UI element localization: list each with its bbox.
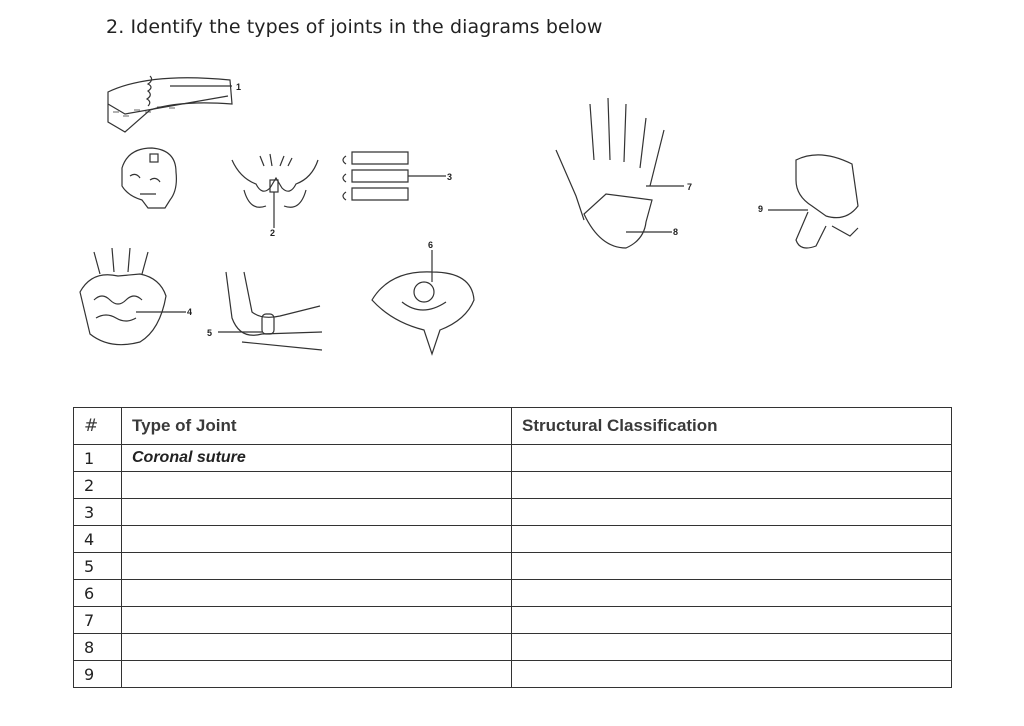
type-of-joint-cell[interactable] xyxy=(122,526,512,553)
row-number: 6 xyxy=(74,580,122,607)
type-of-joint-cell[interactable] xyxy=(122,607,512,634)
row-number: 9 xyxy=(74,661,122,688)
table-header-row xyxy=(74,408,952,445)
diagram-label-6: 6 xyxy=(428,240,434,250)
table-row xyxy=(74,472,952,499)
structural-classification-cell[interactable] xyxy=(512,607,952,634)
pelvis-diagram xyxy=(232,154,318,228)
row-number: 3 xyxy=(74,499,122,526)
table-row xyxy=(74,526,952,553)
structural-classification-cell[interactable] xyxy=(512,634,952,661)
wrist-diagram xyxy=(80,248,186,345)
diagram-label-8: 8 xyxy=(673,227,679,237)
vertebrae-diagram xyxy=(343,152,446,200)
header-structural-classification: Structural Classification xyxy=(512,408,952,445)
diagram-label-5: 5 xyxy=(207,328,213,338)
atlas-diagram xyxy=(372,250,474,354)
diagram-label-3: 3 xyxy=(447,172,453,182)
type-of-joint-cell[interactable] xyxy=(122,499,512,526)
type-of-joint-cell[interactable] xyxy=(122,661,512,688)
type-of-joint-cell[interactable]: Coronal suture xyxy=(122,445,512,472)
table-row xyxy=(74,445,952,472)
structural-classification-cell[interactable] xyxy=(512,580,952,607)
row-number: 4 xyxy=(74,526,122,553)
table-row xyxy=(74,499,952,526)
row-number: 2 xyxy=(74,472,122,499)
hip-diagram xyxy=(768,155,858,248)
elbow-diagram xyxy=(218,272,322,350)
diagram-label-1: 1 xyxy=(236,82,242,92)
diagram-label-7: 7 xyxy=(687,182,693,192)
joints-table xyxy=(73,407,952,688)
skull-diagram xyxy=(122,148,176,208)
type-of-joint-cell[interactable] xyxy=(122,580,512,607)
structural-classification-cell[interactable] xyxy=(512,472,952,499)
diagram-label-2: 2 xyxy=(270,228,276,238)
hand-diagram xyxy=(556,98,684,248)
row-number: 5 xyxy=(74,553,122,580)
diagram-label-4: 4 xyxy=(187,307,193,317)
row-number: 8 xyxy=(74,634,122,661)
structural-classification-cell[interactable] xyxy=(512,445,952,472)
skull-suture-diagram xyxy=(108,76,232,132)
table-row xyxy=(74,607,952,634)
table-row xyxy=(74,661,952,688)
table-row xyxy=(74,634,952,661)
row-number: 7 xyxy=(74,607,122,634)
structural-classification-cell[interactable] xyxy=(512,499,952,526)
table-row xyxy=(74,553,952,580)
header-type-of-joint: Type of Joint xyxy=(122,408,512,445)
diagram-label-9: 9 xyxy=(758,204,764,214)
type-of-joint-cell[interactable] xyxy=(122,553,512,580)
table-row xyxy=(74,580,952,607)
row-number: 1 xyxy=(74,445,122,472)
header-number: # xyxy=(74,408,122,445)
question-heading: 2. Identify the types of joints in the diagrams below xyxy=(106,16,603,38)
structural-classification-cell[interactable] xyxy=(512,553,952,580)
structural-classification-cell[interactable] xyxy=(512,661,952,688)
structural-classification-cell[interactable] xyxy=(512,526,952,553)
type-of-joint-cell[interactable] xyxy=(122,472,512,499)
type-of-joint-cell[interactable] xyxy=(122,634,512,661)
